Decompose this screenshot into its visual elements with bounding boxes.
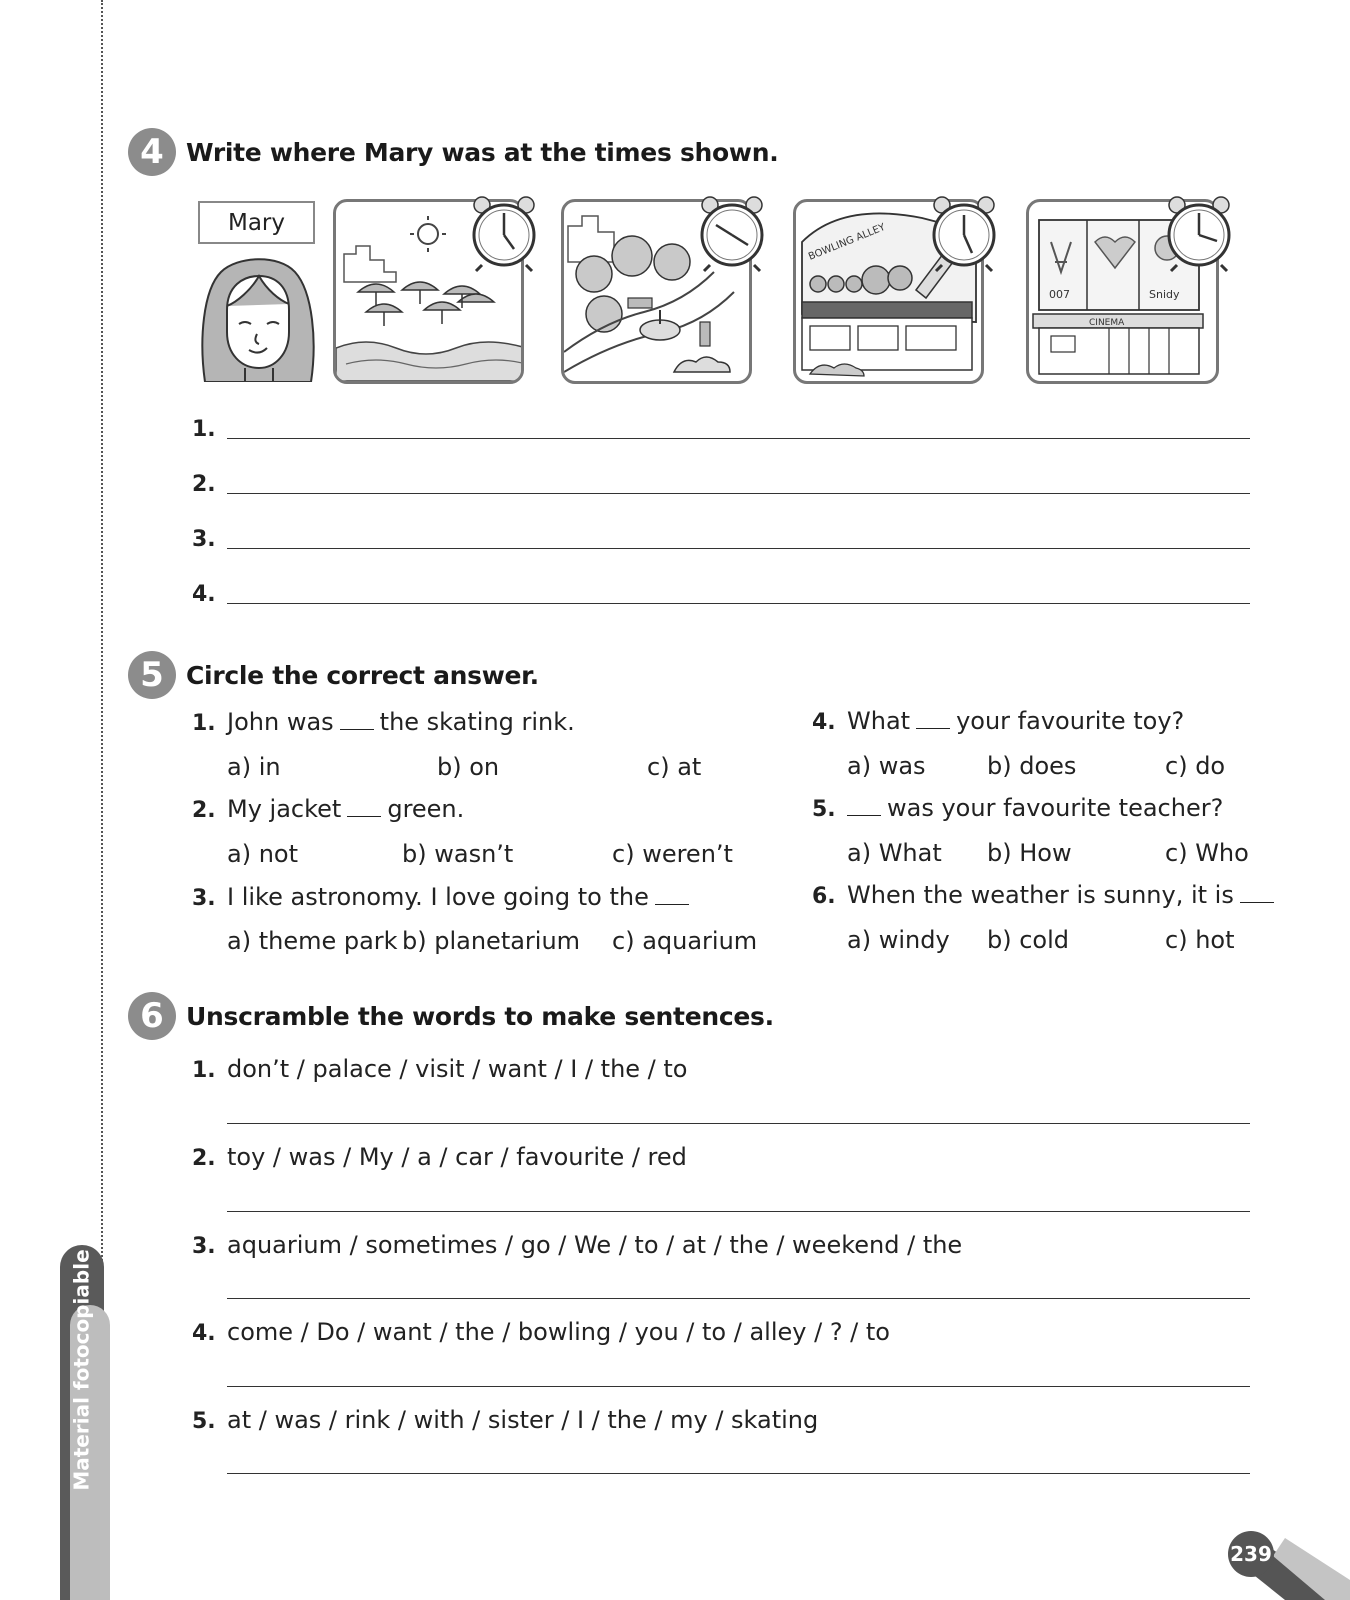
answer-line[interactable]: [227, 1473, 1250, 1474]
question-text: My jacket green.: [227, 795, 465, 823]
bowling-sign: BOWLING ALLEY: [807, 221, 887, 263]
answer-option[interactable]: a) theme park: [227, 927, 398, 955]
line-number: 1.: [192, 417, 216, 442]
scrambled-words: toy / was / My / a / car / favourite / red: [227, 1143, 687, 1171]
poster-label: 007: [1049, 288, 1070, 301]
clock-icon: [928, 195, 1000, 273]
answer-option[interactable]: c) aquarium: [612, 927, 758, 955]
line-number: 4.: [192, 582, 216, 607]
clock-icon: [468, 195, 540, 273]
page-number: 239: [1228, 1531, 1274, 1577]
answer-line[interactable]: [227, 438, 1250, 439]
item-number: 4.: [192, 1321, 216, 1346]
side-tab-label: Material fotocopiable: [70, 1249, 94, 1491]
question-text: was your favourite teacher?: [841, 794, 1223, 822]
exercise-5-header: [128, 651, 539, 699]
item-number: 2.: [192, 1146, 216, 1171]
poster-label: Snidy: [1149, 288, 1180, 301]
answer-line[interactable]: [227, 1386, 1250, 1387]
line-number: 3.: [192, 527, 216, 552]
answer-option[interactable]: b) does: [987, 752, 1077, 780]
answer-option[interactable]: b) wasn’t: [402, 840, 514, 868]
answer-option[interactable]: c) at: [647, 753, 702, 781]
answer-line[interactable]: [227, 1123, 1250, 1124]
question-text: When the weather is sunny, it is: [847, 881, 1280, 909]
scrambled-words: come / Do / want / the / bowling / you / to / alley / ? / to: [227, 1318, 890, 1346]
scrambled-words: aquarium / sometimes / go / We / to / at / the / weekend / the: [227, 1231, 963, 1259]
answer-line[interactable]: [227, 1298, 1250, 1299]
answer-option[interactable]: a) windy: [847, 926, 950, 954]
question-number: 1.: [192, 711, 216, 736]
question-number: 6.: [812, 884, 836, 909]
mary-illustration: [193, 250, 321, 382]
exercise-number: 5: [128, 651, 176, 699]
answer-option[interactable]: b) How: [987, 839, 1072, 867]
clock-icon: [696, 195, 768, 273]
answer-option[interactable]: b) planetarium: [402, 927, 581, 955]
answer-option[interactable]: c) weren’t: [612, 840, 733, 868]
answer-line[interactable]: [227, 493, 1250, 494]
clock-icon: [1163, 195, 1235, 273]
cinema-sign: CINEMA: [1089, 318, 1125, 328]
scrambled-words: at / was / rink / with / sister / I / the / my / skating: [227, 1406, 819, 1434]
answer-option[interactable]: c) hot: [1165, 926, 1235, 954]
exercise-title: Unscramble the words to make sentences.: [186, 1001, 774, 1031]
answer-option[interactable]: b) cold: [987, 926, 1070, 954]
answer-option[interactable]: a) not: [227, 840, 299, 868]
answer-line[interactable]: [227, 548, 1250, 549]
exercise-title: Circle the correct answer.: [186, 660, 539, 690]
item-number: 1.: [192, 1058, 216, 1083]
scrambled-words: don’t / palace / visit / want / I / the / to: [227, 1055, 688, 1083]
answer-option[interactable]: a) was: [847, 752, 926, 780]
exercise-number: 4: [128, 128, 176, 176]
answer-option[interactable]: a) What: [847, 839, 942, 867]
name-label: Mary: [198, 201, 315, 244]
item-number: 3.: [192, 1234, 216, 1259]
exercise-6-header: [128, 992, 774, 1040]
exercise-number: 6: [128, 992, 176, 1040]
question-number: 2.: [192, 798, 216, 823]
exercise-title: Write where Mary was at the times shown.: [186, 137, 779, 167]
line-number: 2.: [192, 472, 216, 497]
answer-option[interactable]: b) on: [437, 753, 500, 781]
question-number: 5.: [812, 797, 836, 822]
answer-option[interactable]: a) in: [227, 753, 281, 781]
exercise-4-header: [128, 128, 778, 176]
question-number: 4.: [812, 710, 836, 735]
answer-option[interactable]: c) Who: [1165, 839, 1249, 867]
question-text: What your favourite toy?: [847, 707, 1185, 735]
answer-option[interactable]: c) do: [1165, 752, 1226, 780]
item-number: 5.: [192, 1409, 216, 1434]
question-text: John was the skating rink.: [227, 708, 575, 736]
answer-line[interactable]: [227, 1211, 1250, 1212]
answer-line[interactable]: [227, 603, 1250, 604]
question-text: I like astronomy. I love going to the: [227, 883, 695, 911]
question-number: 3.: [192, 886, 216, 911]
